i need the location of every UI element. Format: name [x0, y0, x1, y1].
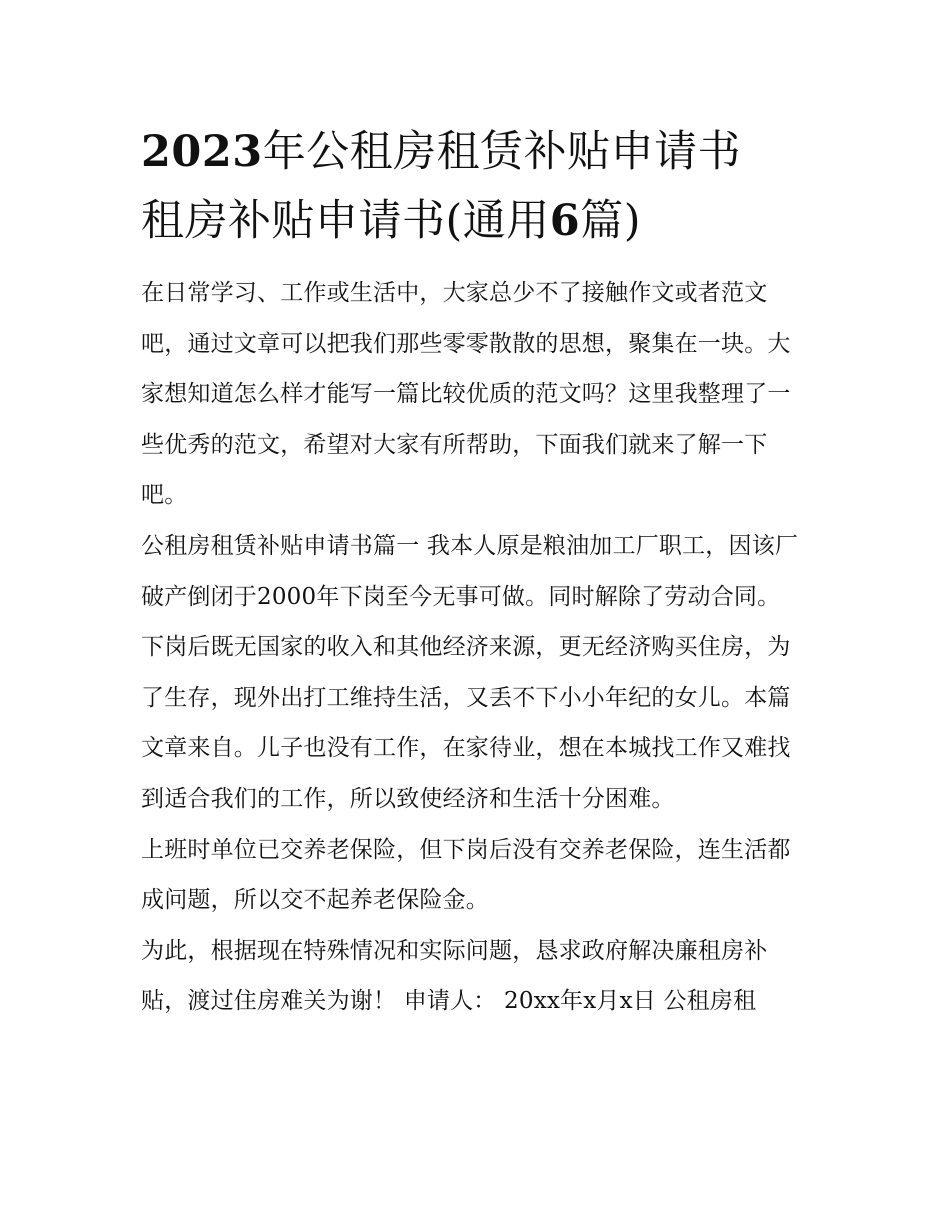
title-line-2	[141, 187, 813, 256]
title-line-2-text: 租房补贴申请书(通用	[141, 196, 550, 246]
paragraph-3: 上班时单位已交养老保险，但下岗后没有交养老保险，连生活都成问题，所以交不起养老保险金。	[141, 836, 791, 914]
title-year: 2023	[141, 127, 263, 177]
title-line-1	[141, 118, 813, 187]
title-line-2-end: 篇)	[580, 196, 641, 246]
document-title	[141, 118, 813, 256]
paragraph-2: 下岗后既无国家的收入和其他经济来源，更无经济购买住房，为了生存，现外出打工维持生活，又丢不下小小年纪的女儿。本篇文章来自。儿子也没有工作，在家待业，想在本城找工作又难找到适合我们的工作，所以致使经济和生活十分困难。	[141, 634, 791, 812]
title-count: 6	[549, 196, 581, 246]
document-page	[141, 118, 813, 1027]
title-line-1-text: 年公租房租赁补贴申请书	[262, 127, 742, 177]
paragraph-4: 为此，根据现在特殊情况和实际问题，恳求政府解决廉租房补贴，渡过住房难关为谢！ 申请人： 20xx年x月x日 公租房租	[141, 937, 768, 1015]
paragraph-1: 公租房租赁补贴申请书篇一 我本人原是粮油加工厂职工，因该厂破产倒闭于2000年下岗至今无事可做。同时解除了劳动合同。	[141, 532, 799, 610]
paragraph-intro: 在日常学习、工作或生活中，大家总少不了接触作文或者范文吧，通过文章可以把我们那些零零散散的思想，聚集在一块。大家想知道怎么样才能写一篇比较优质的范文吗？这里我整理了一些优秀的范文，希望对大家有所帮助，下面我们就来了解一下吧。	[141, 280, 791, 509]
document-body	[141, 268, 813, 1027]
